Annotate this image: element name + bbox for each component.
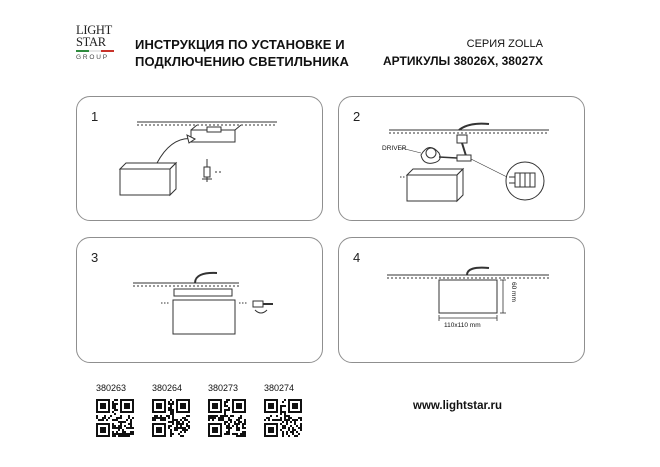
- series-name: СЕРИЯ ZOLLA: [466, 38, 543, 50]
- ceiling-line: [387, 275, 549, 278]
- article-list: [96, 383, 304, 437]
- connector-icon: [439, 155, 471, 161]
- mounting-bracket: [191, 125, 241, 142]
- website-link[interactable]: www.lightstar.ru: [413, 400, 503, 412]
- logo-flag-stripe: [76, 50, 114, 52]
- article-code: 380264: [152, 383, 183, 393]
- article-item: [264, 383, 304, 437]
- qr-code-icon: [264, 399, 302, 437]
- step-3-illustration: [77, 238, 324, 364]
- article-code: 380263: [96, 383, 127, 393]
- luminaire-box: [173, 300, 235, 334]
- step-number: 1: [91, 109, 99, 124]
- title-line-1: ИНСТРУКЦИЯ ПО УСТАНОВКЕ И: [135, 37, 345, 52]
- ceiling-line: [133, 283, 239, 286]
- series-block: [383, 36, 543, 70]
- width-label: 110x110 mm: [444, 322, 481, 329]
- luminaire-box: [120, 163, 176, 195]
- logo-line-2: STAR: [76, 35, 106, 49]
- height-label: 60 mm: [510, 282, 517, 302]
- ceiling-line: [137, 122, 277, 125]
- step-1-illustration: [77, 97, 324, 222]
- driver-icon: [421, 147, 440, 163]
- qr-code-icon: [96, 399, 134, 437]
- screw-icon: [202, 159, 212, 182]
- qr-code-icon: [208, 399, 246, 437]
- ceiling-line: [389, 130, 549, 133]
- logo-line-1: LIGHT: [76, 23, 112, 37]
- article-item: [208, 383, 248, 437]
- step-number: 4: [353, 250, 361, 265]
- brand-logo: [76, 24, 114, 74]
- article-item: [152, 383, 192, 437]
- driver-label: DRIVER: [382, 145, 407, 152]
- document-title: [135, 36, 349, 70]
- width-dimension: [439, 315, 497, 321]
- step-panel-1: [76, 96, 323, 221]
- article-code: 380273: [208, 383, 239, 393]
- step-panel-2: [338, 96, 585, 221]
- article-item: [96, 383, 136, 437]
- title-line-2: ПОДКЛЮЧЕНИЮ СВЕТИЛЬНИКА: [135, 54, 349, 69]
- article-code: 380274: [264, 383, 295, 393]
- terminal-detail-circle: [506, 162, 544, 200]
- screwdriver-icon: [253, 301, 273, 313]
- step-number: 2: [353, 109, 361, 124]
- luminaire-box: [407, 169, 463, 201]
- step-number: 3: [91, 250, 99, 265]
- qr-code-icon: [152, 399, 190, 437]
- step-4-illustration: [339, 238, 586, 364]
- logo-line-3: GROUP: [76, 54, 109, 61]
- step-2-illustration: [339, 97, 586, 222]
- height-dimension: [500, 280, 506, 313]
- step-panel-3: [76, 237, 323, 363]
- article-numbers: АРТИКУЛЫ 38026X, 38027X: [382, 54, 543, 68]
- step-panel-4: [338, 237, 585, 363]
- luminaire-box: [439, 280, 497, 313]
